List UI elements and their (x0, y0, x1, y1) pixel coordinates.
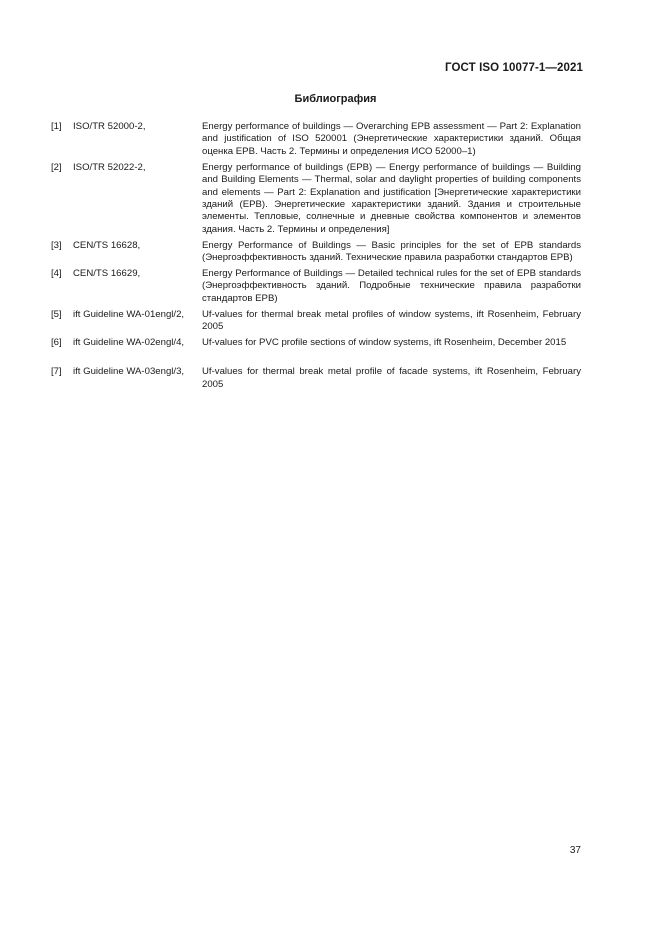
entry-number: [2] (51, 161, 62, 173)
bibliography-entry (51, 268, 581, 305)
entry-description: Energy performance of buildings (EPB) — Energy performance of buildings — Building and Building Elements — Thermal, solar and daylight properties of building components and elements — Part 2: Explanation and justification [Энергетические характеристики зданий (EPB). Энергетические характеристики зданий. Здания и строительные элементы. Тепловые, солнечные и дневные свойства компонентов и элементов здания. Часть 2. Термины и определения] (202, 161, 581, 235)
entry-reference: ift Guideline WA-01engl/2, (73, 308, 185, 320)
entry-number: [6] (51, 337, 62, 348)
entry-reference: CEN/TS 16629, (73, 267, 141, 279)
page-number: 37 (569, 845, 581, 856)
entry-description: Uf-values for thermal break metal profile of facade systems, ift Rosenheim, February 2005 (202, 366, 581, 390)
entry-reference: ift Guideline WA-03engl/3, (73, 366, 185, 378)
entry-number: [3] (51, 239, 62, 251)
entry-number: [1] (51, 121, 62, 132)
bibliography-entry (51, 366, 581, 391)
bibliography-entry (51, 240, 581, 265)
entry-number: [5] (51, 308, 62, 320)
entry-description: Uf-values for thermal break metal profiles of window systems, ift Rosenheim, February 2005 (202, 308, 581, 333)
bibliography-list (51, 121, 581, 395)
entry-number: [4] (51, 267, 62, 279)
bibliography-entry (51, 121, 581, 158)
entry-description: Energy Performance of Buildings — Detailed technical rules for the set of EPB standards (Энергоэффективность зданий. Подробные технические правила разработки стандартов EPB) (202, 267, 581, 304)
entry-reference: CEN/TS 16628, (73, 239, 141, 251)
entry-number: [7] (51, 366, 62, 378)
entry-description: Energy performance of buildings — Overarching EPB assessment — Part 2: Explanation and justification of ISO 520001 (Энергетические характеристики зданий. Общая оценка EPB. Часть 2. Термины и определения ИСО 52000–1) (202, 121, 581, 157)
bibliography-entry (51, 337, 581, 349)
bibliography-entry (51, 309, 581, 334)
entry-reference: ISO/TR 52000-2, (73, 121, 146, 132)
entry-reference: ISO/TR 52022-2, (73, 161, 146, 173)
entry-description: Uf-values for PVC profile sections of window systems, ift Rosenheim, December 2015 (202, 337, 567, 348)
standard-code-header: ГОСТ ISO 10077-1—2021 (445, 62, 583, 74)
entry-description: Energy Performance of Buildings — Basic principles for the set of EPB standards (Энергоэффективность зданий. Технические правила разработки стандартов EPB) (202, 239, 581, 264)
bibliography-title: Библиография (294, 93, 377, 105)
entry-reference: ift Guideline WA-02engl/4, (73, 337, 185, 348)
bibliography-entry (51, 162, 581, 236)
